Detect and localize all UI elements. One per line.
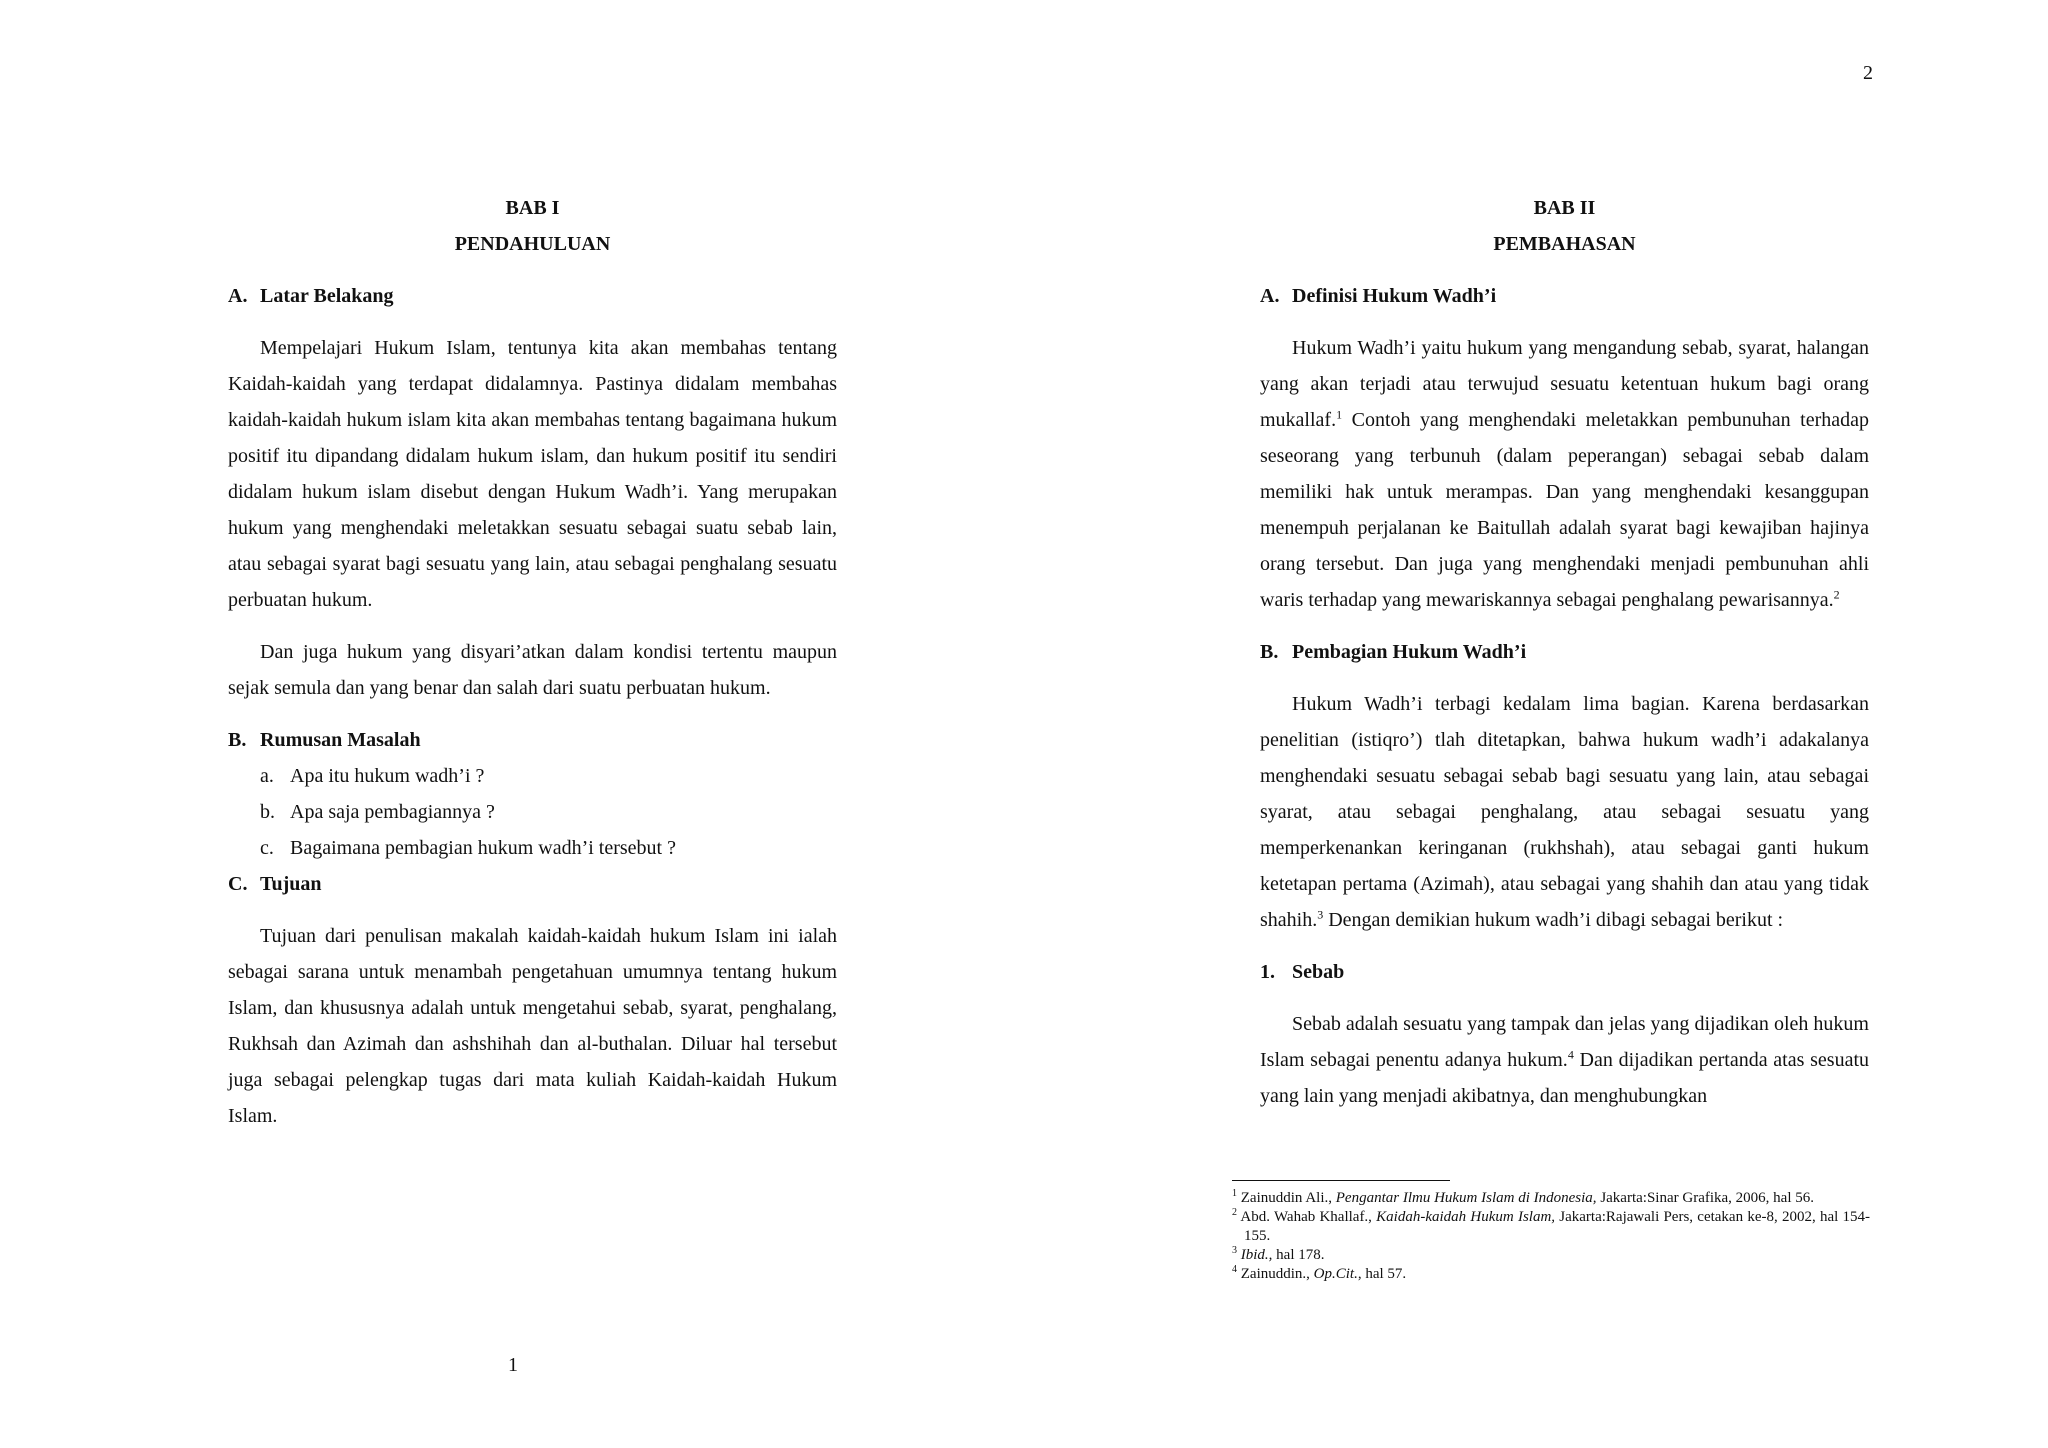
question-list [228, 758, 837, 866]
footnote-number: 4 [1232, 1264, 1237, 1275]
footnote-text: Abd. Wahab Khallaf., [1237, 1209, 1377, 1225]
left-page-body [228, 190, 837, 1134]
list-item-text: Apa itu hukum wadh’i ? [290, 765, 485, 787]
footnote-title: Op.Cit. [1313, 1266, 1358, 1282]
chapter-title: PENDAHULUAN [454, 233, 611, 255]
footnote-text: Jakarta:Sinar Grafika, 2006, hal 56. [1596, 1190, 1814, 1206]
paragraph-text: Contoh yang menghendaki meletakkan pembunuhan terhadap seseorang yang terbunuh (dalam peperangan) sebagai sebab dalam memiliki hak untuk merampas. Dan yang menghendaki kesanggupan menempuh perjalanan ke Baitullah adalah syarat bagi kewajiban hajinya orang tersebut. Dan juga yang menghendaki menjadi pembunuhan ahli waris terhadap yang mewariskannya sebagai penghalang pewarisannya. [1260, 409, 1869, 611]
list-item [260, 758, 837, 794]
footnote-text: , hal 57. [1357, 1266, 1407, 1282]
section-title: Latar Belakang [260, 285, 394, 307]
footnote-ref: 1 [1336, 407, 1343, 422]
paragraph-text: Hukum Wadh’i terbagi kedalam lima bagian. Karena berdasarkan penelitian (istiqro’) tlah ditetapkan, bahwa hukum wadh’i adakalanya menghendaki sesuatu sebagai sebab bagi sesuatu yang lain, atau sebagai syarat, atau sebagai penghalang, atau sebagai sesuatu yang memperkenankan keringanan (rukhshah), atau sebagai ganti hukum ketetapan pertama (Azimah), atau sebagai yang shahih dan atau yang tidak shahih. [1260, 693, 1869, 931]
footnote [1232, 1246, 1870, 1265]
list-item-text: Apa saja pembagiannya ? [290, 801, 495, 823]
section-title: Tujuan [260, 873, 322, 895]
section-number: B. [1260, 641, 1279, 663]
list-marker: c. [260, 837, 274, 859]
footnote-divider [1232, 1180, 1450, 1181]
footnote-number: 1 [1232, 1188, 1237, 1199]
section-number: A. [228, 285, 248, 307]
list-marker: b. [260, 801, 275, 823]
footnote-ref: 3 [1317, 907, 1324, 922]
list-marker: a. [260, 765, 274, 787]
section-heading-tujuan [228, 866, 837, 902]
page-number: 2 [1863, 62, 1873, 84]
section-title: Definisi Hukum Wadh’i [1292, 285, 1497, 307]
paragraph: Dan juga hukum yang disyari’atkan dalam kondisi tertentu maupun sejak semula dan yang benar dan salah dari suatu perbuatan hukum. [228, 641, 837, 699]
footnote [1232, 1265, 1870, 1284]
section-heading-pembagian [1260, 634, 1869, 670]
chapter-title: PEMBAHASAN [1493, 233, 1636, 255]
footnote-title: Kaidah-kaidah Hukum Islam, [1376, 1209, 1556, 1225]
list-item-text: Bagaimana pembagian hukum wadh’i tersebut ? [290, 837, 676, 859]
chapter-number: BAB II [1533, 197, 1596, 219]
footnote-number: 2 [1232, 1207, 1237, 1218]
subsection-heading-sebab [1260, 954, 1869, 990]
footnote-text: Zainuddin Ali., [1237, 1190, 1336, 1206]
section-number: B. [228, 729, 247, 751]
paragraph-text: Sebab adalah sesuatu yang tampak dan jelas yang dijadikan oleh hukum Islam sebagai penentu adanya hukum. [1260, 1013, 1869, 1071]
paragraph [1260, 330, 1869, 618]
section-title: Pembagian Hukum Wadh’i [1292, 641, 1527, 663]
footnote-text: Jakarta:Rajawali Pers, cetakan ke-8, 2002, hal 154-155. [1244, 1209, 1870, 1244]
footnote-title: Pengantar Ilmu Hukum Islam di Indonesia, [1335, 1190, 1597, 1206]
paragraph [1260, 686, 1869, 938]
footnotes [1232, 1180, 1870, 1284]
footnote [1232, 1208, 1870, 1246]
footnote-ref: 4 [1567, 1047, 1574, 1062]
footnote-text: Zainuddin., [1237, 1266, 1314, 1282]
list-item [260, 794, 837, 830]
paragraph: Mempelajari Hukum Islam, tentunya kita akan membahas tentang Kaidah-kaidah yang terdapat didalamnya. Pastinya didalam membahas kaidah-kaidah hukum islam kita akan membahas tentang bagaimana hukum positif itu dipandang didalam hukum islam, dan hukum positif itu sendiri didalam hukum islam disebut dengan Hukum Wadh’i. Yang merupakan hukum yang menghendaki meletakkan sesuatu sebagai suatu sebab lain, atau sebagai syarat bagi sesuatu yang lain, atau sebagai penghalang sesuatu perbuatan hukum. [228, 337, 837, 611]
list-item [260, 830, 837, 866]
right-page [1024, 0, 2048, 1448]
page-number: 1 [508, 1354, 518, 1376]
section-number: A. [1260, 285, 1280, 307]
paragraph-text: Hukum Wadh’i yaitu hukum yang mengandung sebab, syarat, halangan yang akan terjadi atau terwujud sesuatu ketentuan hukum bagi orang mukallaf. [1260, 337, 1869, 431]
section-heading-latar-belakang [228, 278, 837, 314]
paragraph-text: Dan dijadikan pertanda atas sesuatu yang lain yang menjadi akibatnya, dan menghubungkan [1260, 1049, 1870, 1107]
paragraph-text: Dengan demikian hukum wadh’i dibagi sebagai berikut : [1323, 909, 1784, 931]
subsection-title: Sebab [1292, 961, 1345, 983]
paragraph [1260, 1006, 1869, 1114]
subsection-number: 1. [1260, 961, 1275, 983]
paragraph: Tujuan dari penulisan makalah kaidah-kaidah hukum Islam ini ialah sebagai sarana untuk menambah pengetahuan umumnya tentang hukum Islam, dan khususnya adalah untuk mengetahui sebab, syarat, penghalang, Rukhsah dan Azimah dan ashshihah dan al-buthalan. Diluar hal tersebut juga sebagai pelengkap tugas dari mata kuliah Kaidah-kaidah Hukum Islam. [228, 925, 837, 1127]
footnote-ref: 2 [1833, 587, 1840, 602]
section-title: Rumusan Masalah [260, 729, 421, 751]
section-heading-definisi [1260, 278, 1869, 314]
footnote-number: 3 [1232, 1245, 1237, 1256]
right-page-body [1260, 190, 1869, 1114]
section-number: C. [228, 873, 248, 895]
footnote-title: Ibid., [1240, 1247, 1273, 1263]
section-heading-rumusan-masalah [228, 722, 837, 758]
chapter-number: BAB I [505, 197, 560, 219]
footnote [1232, 1189, 1870, 1208]
footnote-text: hal 178. [1272, 1247, 1325, 1263]
